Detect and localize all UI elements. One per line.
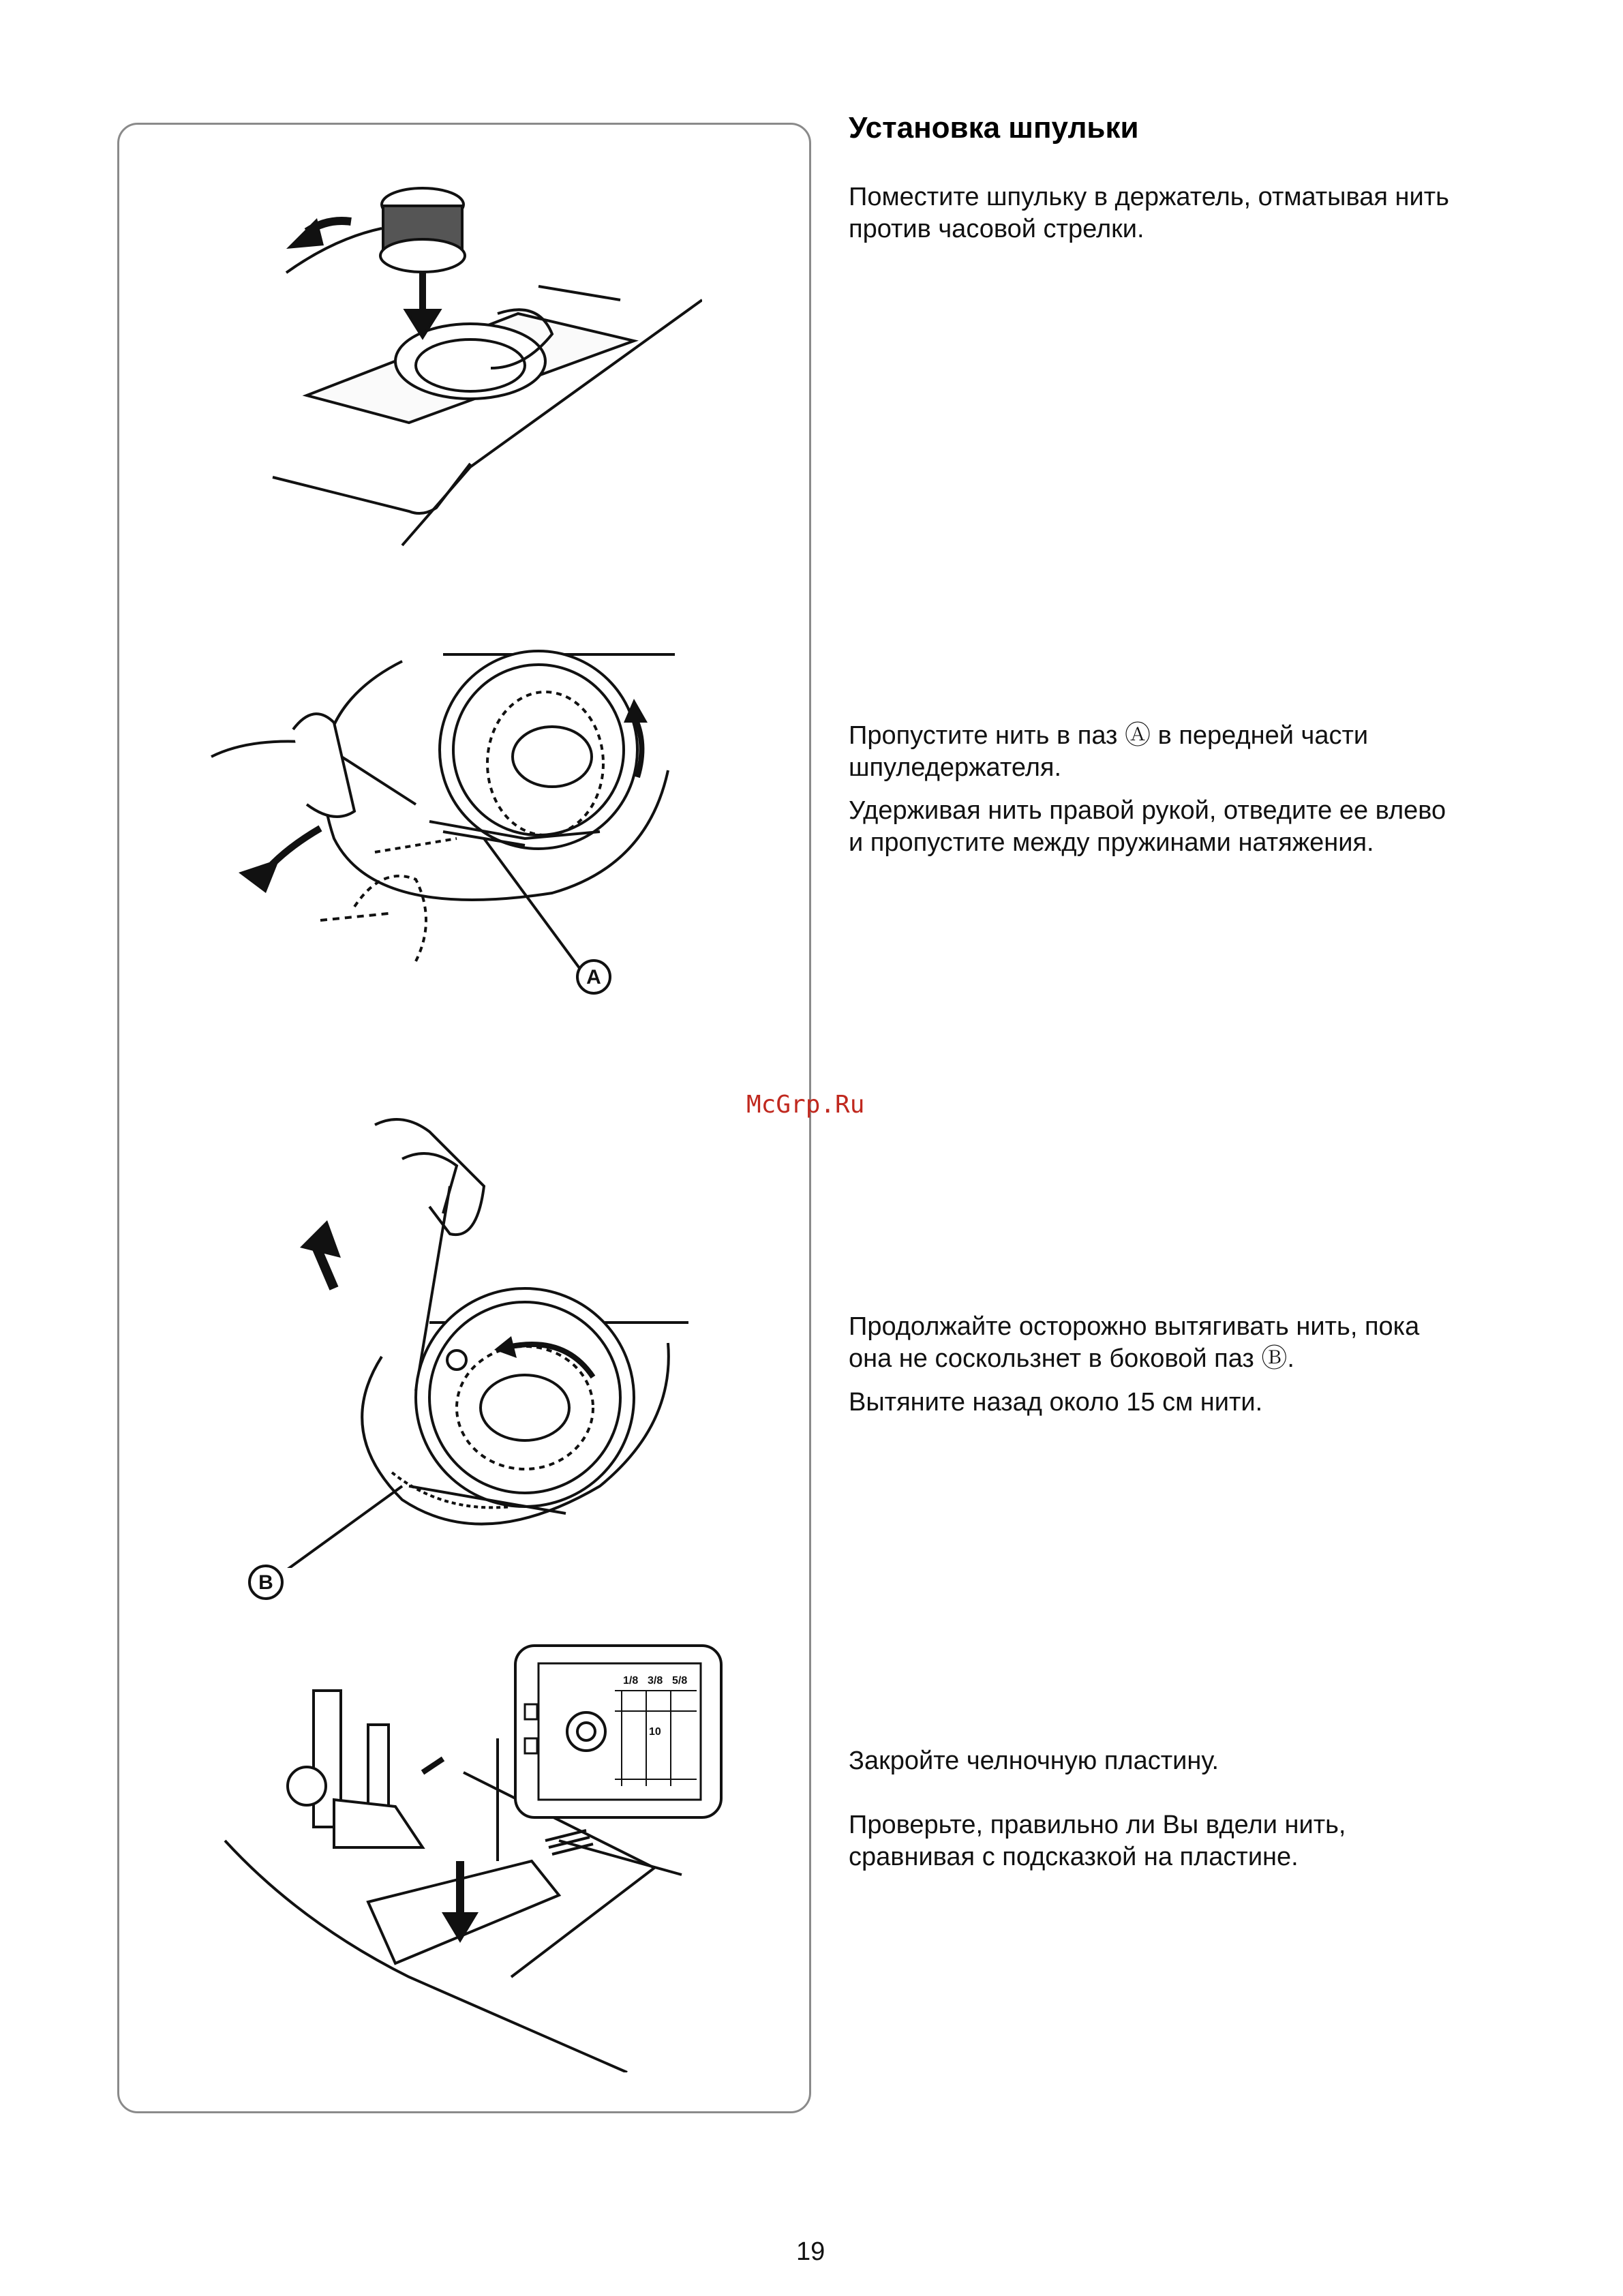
step3-paragraph-1 bbox=[849, 1311, 1564, 1375]
plate-mark-10: 10 bbox=[649, 1726, 661, 1738]
step4-paragraph-2 bbox=[849, 1809, 1564, 1873]
step2-line-1: Пропустите нить в паз Ⓐ в передней части bbox=[849, 721, 1369, 750]
page-number: 19 bbox=[796, 2237, 825, 2266]
step3-line-3: Вытяните назад около 15 см нити. bbox=[849, 1388, 1263, 1417]
plate-mark-5-8: 5/8 bbox=[672, 1675, 688, 1687]
step1-paragraph bbox=[849, 181, 1564, 245]
step2-line-4: и пропустите между пружинами натяжения. bbox=[849, 828, 1374, 857]
step3-paragraph-2 bbox=[849, 1387, 1564, 1419]
callout-a-label: A bbox=[586, 966, 601, 988]
step4-paragraph-1 bbox=[849, 1745, 1564, 1777]
callout-b bbox=[247, 1563, 285, 1601]
bobbin-insert-illustration bbox=[266, 164, 702, 573]
plate-mark-3-8: 3/8 bbox=[648, 1675, 663, 1687]
page-title: Установка шпульки bbox=[849, 111, 1139, 145]
step1-line-2: против часовой стрелки. bbox=[849, 215, 1144, 243]
step1-line-1: Поместите шпульку в держатель, отматывая нить bbox=[849, 183, 1449, 211]
step2-paragraph-2 bbox=[849, 795, 1564, 859]
step2-line-2: шпуледержателя. bbox=[849, 753, 1062, 782]
step4-line-1: Закройте челночную пластину. bbox=[849, 1747, 1219, 1775]
callout-b-label: B bbox=[258, 1571, 273, 1594]
step3-line-2: она не соскользнет в боковой паз Ⓑ. bbox=[849, 1344, 1294, 1373]
watermark: McGrp.Ru bbox=[746, 1091, 865, 1119]
callout-a bbox=[575, 958, 613, 996]
step3-line-1: Продолжайте осторожно вытягивать нить, пока bbox=[849, 1312, 1420, 1341]
step4-line-2: Проверьте, правильно ли Вы вдели нить, bbox=[849, 1811, 1346, 1839]
plate-guide-inset bbox=[513, 1643, 724, 1820]
thread-slot-b-illustration bbox=[225, 1104, 688, 1568]
step2-line-3: Удерживая нить правой рукой, отведите ее влево bbox=[849, 796, 1446, 825]
thread-slot-a-illustration bbox=[198, 634, 688, 1057]
plate-mark-1-8: 1/8 bbox=[623, 1675, 639, 1687]
step4-line-3: сравнивая с подсказкой на пластине. bbox=[849, 1843, 1299, 1871]
step2-paragraph-1 bbox=[849, 720, 1564, 784]
